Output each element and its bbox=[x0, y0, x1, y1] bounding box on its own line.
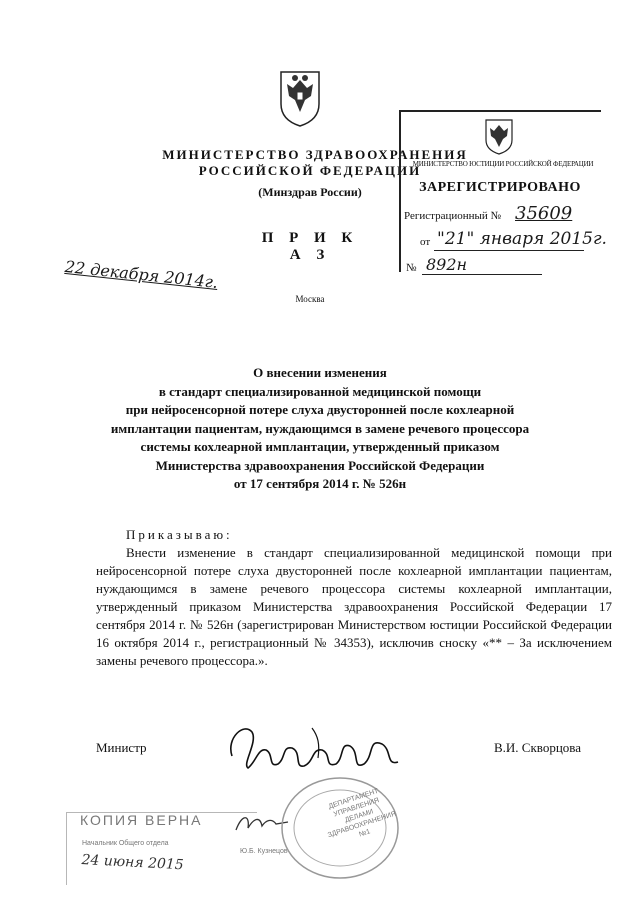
subject-line: системы кохлеарной имплантации, утвержденный приказом bbox=[140, 439, 500, 454]
registration-date-underline bbox=[434, 250, 584, 251]
copy-stamp-name: Ю.Б. Кузнецов bbox=[240, 848, 288, 855]
registration-number-value: 35609 bbox=[515, 203, 573, 224]
subject-line: при нейросенсорной потере слуха двусторонней после кохлеарной bbox=[125, 402, 515, 417]
department-stamp-text: ДЕПАРТАМЕНТ УПРАВЛЕНИЯ ДЕЛАМИ ЗДРАВООХРАНЕНИЯ №1 bbox=[326, 787, 397, 840]
order-verb: Приказываю: bbox=[126, 527, 233, 542]
subject-line: от 17 сентября 2014 г. № 526н bbox=[233, 476, 407, 491]
signatory-title: Министр bbox=[96, 740, 147, 755]
order-body-text: Внести изменение в стандарт специализированной медицинской помощи при нейросенсорной потере слуха двусторонней после кохлеарной имплантации пациентам, нуждающимся в замене речевого процессора системы кохлеарной имплантации, утвержденный приказом Министерства здравоохранения Российской Федерации 17 сентября 2014 г. № 526н (зарегистрирован Министерством юстиции Российской Федерации 16 октября 2014 г., регистрационный № 34353), исключив сноску «** – За исключением замены речевого процессора.». bbox=[96, 545, 612, 668]
stamp-ministry-label: МИНИСТЕРСТВО ЮСТИЦИИ РОССИЙСКОЙ ФЕДЕРАЦИИ bbox=[412, 160, 594, 168]
copy-stamp-date: 24 июня 2015 bbox=[81, 852, 185, 874]
order-number-underline bbox=[422, 274, 542, 275]
copy-stamp-title: КОПИЯ ВЕРНА bbox=[80, 812, 203, 828]
coat-of-arms-emblem bbox=[275, 66, 325, 128]
stamp-status-label: ЗАРЕГИСТРИРОВАНО bbox=[419, 180, 581, 195]
registration-date-value: "21" января 2015г. bbox=[437, 229, 607, 249]
subject-line: О внесении изменения bbox=[253, 365, 387, 380]
city-label: Москва bbox=[295, 294, 325, 304]
stamp-emblem-icon bbox=[482, 116, 516, 156]
registration-date-label: от bbox=[420, 236, 431, 248]
order-number-value: 892н bbox=[426, 255, 468, 274]
ministry-name-line2: РОССИЙСКОЙ ФЕДЕРАЦИИ bbox=[198, 163, 422, 178]
signatory-name: В.И. Скворцова bbox=[494, 740, 582, 755]
ministry-short-name: (Минздрав России) bbox=[258, 185, 362, 199]
subject-line: в стандарт специализированной медицинской помощи bbox=[158, 383, 482, 399]
subject-line: имплантации пациентам, нуждающимся в замене речевого процессора bbox=[110, 420, 530, 436]
order-date-handwritten: 22 декабря 2014г. bbox=[64, 257, 219, 292]
order-subject bbox=[100, 364, 540, 494]
copy-stamp-position: Начальник Общего отдела bbox=[82, 840, 169, 847]
subject-line: Министерства здравоохранения Российской Федерации bbox=[155, 457, 485, 473]
order-number-label: № bbox=[406, 262, 417, 274]
handwritten-signature bbox=[222, 718, 402, 778]
ministry-name-line1: МИНИСТЕРСТВО ЗДРАВООХРАНЕНИЯ bbox=[162, 147, 468, 162]
order-title: П Р И К А З bbox=[261, 230, 359, 263]
registration-number-label: Регистрационный № bbox=[404, 210, 502, 222]
